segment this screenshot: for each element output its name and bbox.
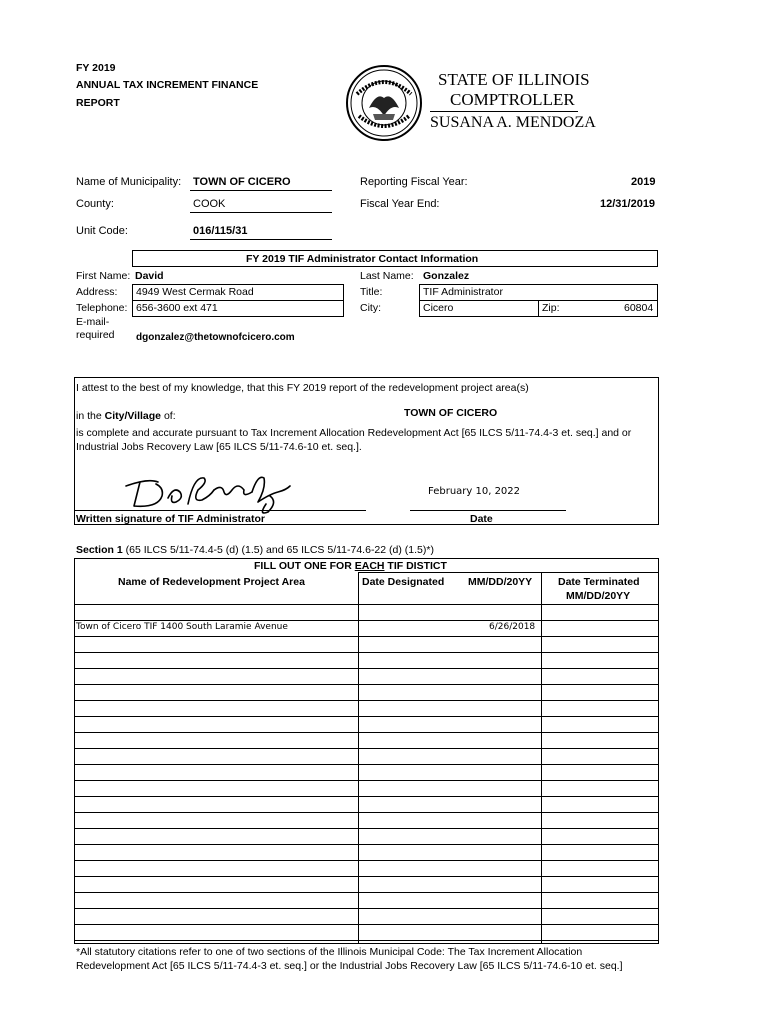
fiscal-end-value: 12/31/2019 bbox=[600, 198, 656, 210]
fiscal-year-value: 2019 bbox=[631, 176, 656, 188]
zip-label: Zip: bbox=[542, 302, 560, 314]
table-row-line bbox=[74, 940, 659, 941]
report-title-2: REPORT bbox=[76, 97, 120, 109]
col-header-terminated: Date Terminated bbox=[558, 576, 640, 588]
email-label-required: required bbox=[76, 329, 115, 341]
city-label: City: bbox=[360, 302, 381, 314]
col-header-designated: Date Designated bbox=[362, 576, 445, 588]
title-label: Title: bbox=[360, 286, 383, 298]
contact-title: FY 2019 TIF Administrator Contact Information bbox=[246, 253, 479, 265]
table-row-line bbox=[74, 924, 659, 925]
attest-date-value: February 10, 2022 bbox=[428, 486, 521, 497]
table-row-line bbox=[74, 764, 659, 765]
table-row-line bbox=[74, 684, 659, 685]
comptroller-name: SUSANA A. MENDOZA bbox=[430, 114, 596, 131]
col-header-name: Name of Redevelopment Project Area bbox=[118, 576, 305, 588]
title-value: TIF Administrator bbox=[423, 286, 503, 298]
footnote-line-2: Redevelopment Act [65 ILCS 5/11-74.4-3 et. seq.] or the Industrial Jobs Recovery Law [65 ILCS 5/11-74.6-10 et. seq.] bbox=[76, 960, 623, 972]
telephone-value: 656-3600 ext 471 bbox=[136, 302, 218, 314]
email-label: E-mail- bbox=[76, 316, 110, 328]
signature-label: Written signature of TIF Administrator bbox=[76, 513, 266, 525]
tif-row-date-designated: 6/26/2018 bbox=[489, 622, 536, 632]
state-seal-icon bbox=[345, 64, 423, 142]
section-1-label: Section 1 (65 ILCS 5/11-74.4-5 (d) (1.5) and 65 ILCS 5/11-74.6-22 (d) (1.5)*) bbox=[76, 544, 434, 556]
table-row-line bbox=[74, 908, 659, 909]
table-row-line bbox=[74, 700, 659, 701]
table-row-line bbox=[74, 844, 659, 845]
report-title: ANNUAL TAX INCREMENT FINANCE bbox=[76, 79, 259, 91]
table-row-line bbox=[74, 668, 659, 669]
footnote-line-1: *All statutory citations refer to one of two sections of the Illinois Municipal Code: The Tax Increment Allocation bbox=[76, 946, 583, 958]
telephone-label: Telephone: bbox=[76, 302, 128, 314]
table-row-line bbox=[74, 636, 659, 637]
unit-code-label: Unit Code: bbox=[76, 225, 128, 237]
table-row-line bbox=[74, 780, 659, 781]
county-label: County: bbox=[76, 198, 114, 210]
unit-code-value: 016/115/31 bbox=[193, 225, 248, 237]
address-value: 4949 West Cermak Road bbox=[136, 286, 254, 298]
county-value: COOK bbox=[193, 198, 226, 210]
report-year: FY 2019 bbox=[76, 62, 116, 74]
municipality-value: TOWN OF CICERO bbox=[193, 176, 291, 188]
first-name-value: David bbox=[135, 270, 164, 282]
fiscal-end-label: Fiscal Year End: bbox=[360, 198, 440, 210]
table-row-line bbox=[74, 732, 659, 733]
table-row-line bbox=[74, 892, 659, 893]
attest-line-2: in the City/Village of: bbox=[76, 410, 176, 422]
zip-value: 60804 bbox=[624, 302, 654, 314]
email-value: dgonzalez@thetownofcicero.com bbox=[136, 332, 295, 343]
table-row-line bbox=[74, 716, 659, 717]
tif-row-name: Town of Cicero TIF 1400 South Laramie Avenue bbox=[76, 622, 288, 632]
attest-town: TOWN OF CICERO bbox=[404, 407, 498, 419]
state-name: STATE OF ILLINOIS bbox=[438, 70, 590, 89]
last-name-value: Gonzalez bbox=[423, 270, 470, 282]
last-name-label: Last Name: bbox=[360, 270, 414, 282]
table-row-line bbox=[74, 876, 659, 877]
table-row-line bbox=[74, 812, 659, 813]
date-label: Date bbox=[470, 513, 493, 525]
table-row-line bbox=[74, 652, 659, 653]
attest-line-3: is complete and accurate pursuant to Tax Increment Allocation Redevelopment Act [65 ILCS 5/11-74.4-3 et. seq.] and or bbox=[76, 427, 632, 439]
city-value: Cicero bbox=[423, 302, 454, 314]
table-row-line bbox=[74, 860, 659, 861]
attest-line-1: I attest to the best of my knowledge, that this FY 2019 report of the redevelopment project area(s) bbox=[76, 382, 529, 394]
comptroller-title: COMPTROLLER bbox=[450, 90, 575, 109]
address-label: Address: bbox=[76, 286, 118, 298]
tif-district-table bbox=[74, 558, 659, 944]
table-row-line bbox=[74, 796, 659, 797]
first-name-label: First Name: bbox=[76, 270, 131, 282]
table-row-line bbox=[74, 828, 659, 829]
table-row-line bbox=[74, 748, 659, 749]
col-header-designated-format: MM/DD/20YY bbox=[468, 576, 533, 588]
fill-out-instruction: FILL OUT ONE FOR EACH TIF DISTICT bbox=[254, 560, 447, 572]
col-header-terminated-format: MM/DD/20YY bbox=[566, 590, 631, 602]
fiscal-year-label: Reporting Fiscal Year: bbox=[360, 176, 468, 188]
municipality-label: Name of Municipality: bbox=[76, 176, 182, 188]
attest-line-4: Industrial Jobs Recovery Law [65 ILCS 5/11-74.6-10 et. seq.]. bbox=[76, 441, 362, 453]
